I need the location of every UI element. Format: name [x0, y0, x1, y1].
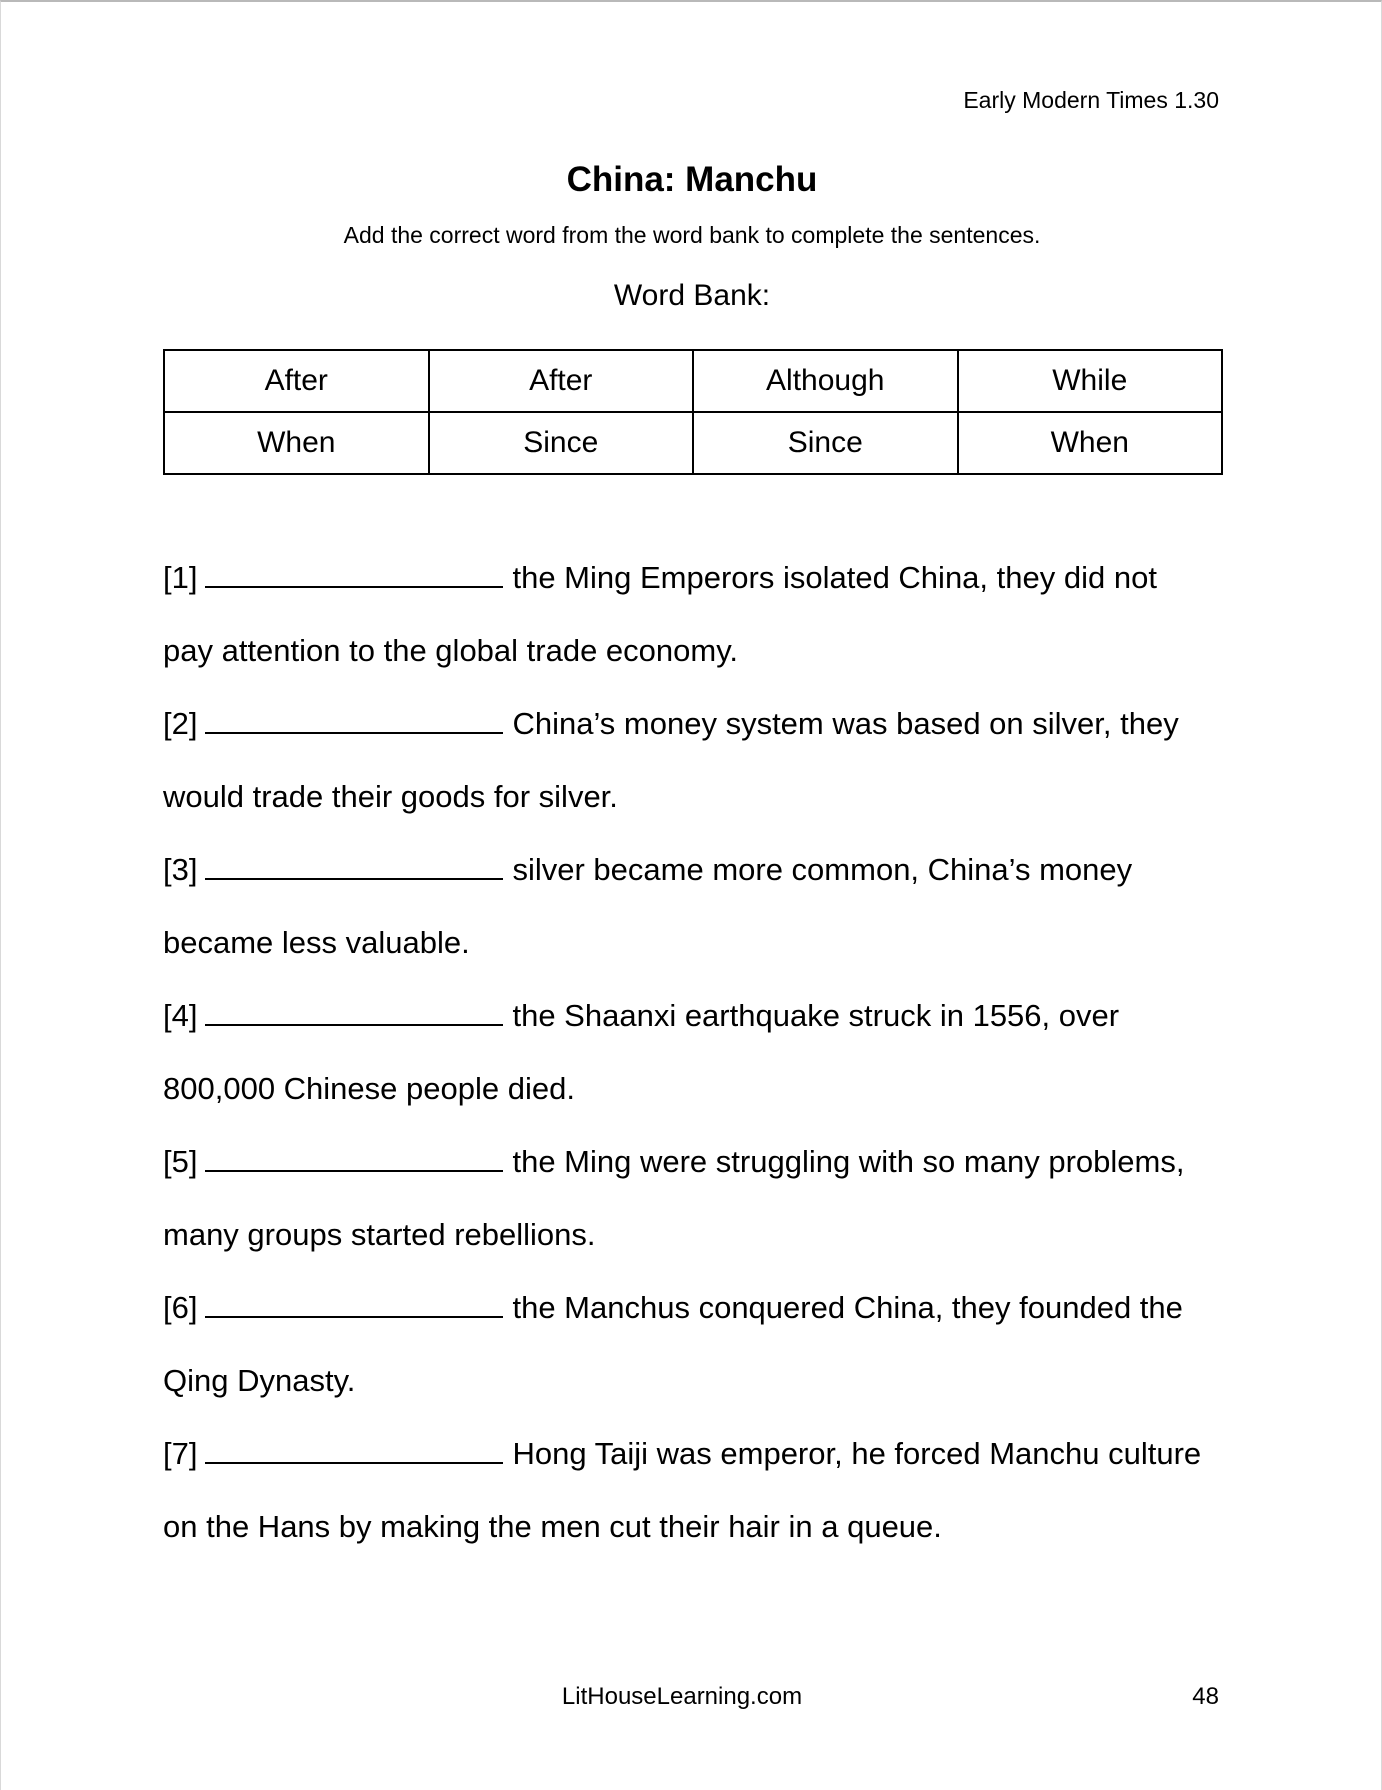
sentence-number: [6] — [163, 1290, 198, 1325]
word-bank-cell: After — [429, 350, 694, 412]
sentence-text: the Shaanxi earthquake struck in 1556, over — [512, 998, 1120, 1033]
instructions-text: Add the correct word from the word bank to complete the sentences. — [343, 222, 1041, 248]
word-bank-heading: Word Bank: — [613, 279, 771, 312]
word-bank-cell: Although — [693, 350, 958, 412]
sentence-item — [163, 1426, 1243, 1572]
word-bank-cell: When — [958, 412, 1223, 474]
word-bank-row — [164, 412, 1222, 474]
sentence-number: [5] — [163, 1144, 198, 1179]
answer-blank[interactable] — [205, 1023, 503, 1026]
sentence-text-continued: pay attention to the global trade economy. — [163, 633, 739, 668]
sentence-text-continued: 800,000 Chinese people died. — [163, 1071, 575, 1106]
word-bank-cell: While — [958, 350, 1223, 412]
sentence-item — [163, 696, 1243, 842]
word-bank-cell: Since — [429, 412, 694, 474]
answer-blank[interactable] — [205, 1169, 503, 1172]
footer-website: LitHouseLearning.com — [561, 1683, 803, 1710]
answer-blank[interactable] — [205, 585, 503, 588]
sentence-text: Hong Taiji was emperor, he forced Manchu culture — [512, 1436, 1202, 1471]
sentence-item — [163, 842, 1243, 988]
sentence-item — [163, 988, 1243, 1134]
sentence-number: [2] — [163, 706, 198, 741]
sentence-number: [7] — [163, 1436, 198, 1471]
answer-blank[interactable] — [205, 1461, 503, 1464]
sentence-text: the Ming were struggling with so many problems, — [512, 1144, 1185, 1179]
sentence-text: China’s money system was based on silver, they — [512, 706, 1179, 741]
sentence-number: [3] — [163, 852, 198, 887]
sentence-item — [163, 1280, 1243, 1426]
word-bank-cell: When — [164, 412, 429, 474]
sentence-text-continued: Qing Dynasty. — [163, 1363, 356, 1398]
sentence-number: [4] — [163, 998, 198, 1033]
sentence-text: the Manchus conquered China, they founded the — [512, 1290, 1183, 1325]
sentence-text-continued: would trade their goods for silver. — [163, 779, 618, 814]
series-label: Early Modern Times 1.30 — [963, 87, 1219, 113]
sentence-text: silver became more common, China’s money — [512, 852, 1133, 887]
answer-blank[interactable] — [205, 731, 503, 734]
answer-blank[interactable] — [205, 1315, 503, 1318]
word-bank-cell: After — [164, 350, 429, 412]
sentence-list — [163, 550, 1243, 1572]
sentence-number: [1] — [163, 560, 198, 595]
word-bank-table — [163, 349, 1223, 475]
page-title: China: Manchu — [566, 160, 818, 199]
sentence-text: the Ming Emperors isolated China, they did not — [512, 560, 1157, 595]
word-bank-row — [164, 350, 1222, 412]
answer-blank[interactable] — [205, 877, 503, 880]
word-bank-cell: Since — [693, 412, 958, 474]
page-number: 48 — [1192, 1683, 1219, 1710]
sentence-item — [163, 550, 1243, 696]
sentence-text-continued: many groups started rebellions. — [163, 1217, 596, 1252]
sentence-text-continued: became less valuable. — [163, 925, 470, 960]
sentence-text-continued: on the Hans by making the men cut their hair in a queue. — [163, 1509, 942, 1544]
sentence-item — [163, 1134, 1243, 1280]
